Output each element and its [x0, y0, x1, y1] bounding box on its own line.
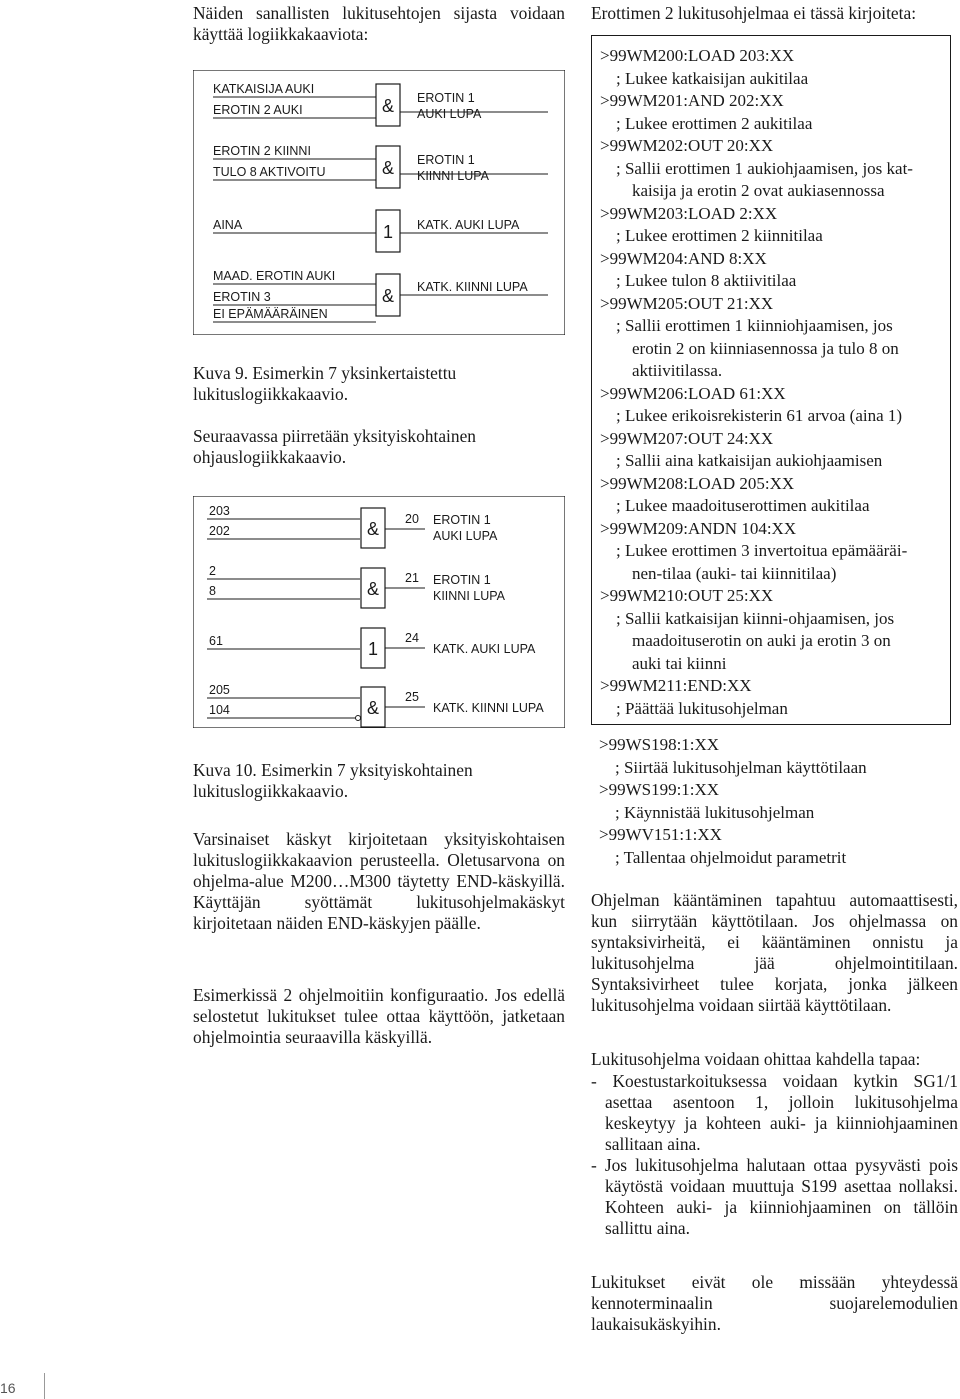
code-command: >99WM203:LOAD 2:XX	[600, 203, 778, 223]
code-command: >99WM210:OUT 25:XX	[600, 586, 774, 605]
code-comment: aktiivitilassa.	[632, 361, 723, 380]
d1-gate-2: &	[381, 158, 395, 178]
code-comment: auki tai kiinni	[632, 653, 727, 673]
code-command: >99WS199:1:XX	[599, 780, 720, 799]
code-command: >99WS198:1:XX	[599, 735, 720, 754]
kaantaminen-paragraph: Ohjelman kääntäminen tapahtuu automaattisesti, kun siirrytään käyttötilaan. Jos ohjelmassa on syntaksivirheitä, ei kääntäminen onnistu ja lukitusohjelma jää ohjelmointitilaan. Syntaksivirheet tulee korjata, jonka jälkeen lukitusohjelma voidaan siirtää käyttötilaan.	[591, 890, 958, 1015]
d2-input-205: 205	[209, 683, 230, 697]
d2-gate-1: &	[366, 519, 380, 539]
d1-output-4: KATK. KIINNI LUPA	[417, 280, 528, 294]
code-command: >99WM206:LOAD 61:XX	[600, 383, 786, 403]
code-comment: ; Sallii katkaisijan kiinni-ohjaamisen, jos	[616, 608, 895, 628]
program-code-block	[591, 35, 951, 725]
code-comment: ; Lukee erikoisrekisterin 61 arvoa (aina 1)	[616, 406, 903, 425]
d2-gate-2: &	[366, 579, 380, 599]
d1-gate-3: 1	[382, 222, 394, 242]
ohittaa-paragraph: Lukitusohjelma voidaan ohittaa kahdella tapaa:	[591, 1049, 921, 1069]
d1-output-3: KATK. AUKI LUPA	[417, 218, 520, 232]
d2-output-1b: AUKI LUPA	[433, 529, 498, 543]
code-comment: ; Lukee erottimen 2 aukitilaa	[616, 113, 813, 133]
d1-input-8: EI EPÄMÄÄRÄINEN	[213, 307, 328, 321]
intro-paragraph: Näiden sanallisten lukitusehtojen sijasta voidaan käyttää logiikkakaaviota:	[193, 3, 565, 44]
code-command: >99WM202:OUT 20:XX	[600, 136, 774, 155]
code-command: >99WM205:OUT 21:XX	[600, 293, 774, 313]
d2-number-25: 25	[405, 690, 419, 704]
d2-gate-3: 1	[367, 639, 379, 659]
d2-output-3: KATK. AUKI LUPA	[433, 642, 536, 656]
code-command: >99WM207:OUT 24:XX	[600, 428, 774, 448]
code-command: >99WV151:1:XX	[599, 825, 722, 844]
d2-number-21: 21	[405, 571, 419, 585]
code-comment: nen-tilaa (auki- tai kiinnitilaa)	[632, 563, 837, 583]
page-number: 16	[0, 1380, 16, 1396]
code-comment: ; Sallii erottimen 1 aukiohjaamisen, jos kat-	[616, 158, 913, 178]
code-command: >99WM201:AND 202:XX	[600, 91, 784, 110]
d2-input-61: 61	[209, 634, 223, 648]
d2-gate-4: &	[366, 698, 380, 718]
code-comment: ; Lukee erottimen 2 kiinnitilaa	[616, 226, 823, 245]
code-command: >99WM211:END:XX	[600, 676, 752, 695]
d1-input-7: EROTIN 3	[213, 290, 271, 304]
d1-output-2a: EROTIN 1	[417, 153, 475, 167]
right-heading: Erottimen 2 lukitusohjelmaa ei tässä kirjoiteta:	[591, 3, 917, 23]
bypass-item-2: - Jos lukitusohjelma halutaan ottaa pysyvästi pois käytöstä voidaan muuttuja S199 asettaa nollaksi. Kohteen auki- ja kiinniohjaaminen on tällöin sallittu aina.	[591, 1155, 958, 1238]
d1-output-1a: EROTIN 1	[417, 91, 475, 105]
code-comment: maadoituserotin on auki ja erotin 3 on	[632, 631, 891, 650]
d1-gate-4: &	[381, 286, 395, 306]
code-comment: ; Siirtää lukitusohjelman käyttötilaan	[615, 757, 867, 777]
bypass-list	[591, 1071, 958, 1239]
simplified-logic-diagram	[193, 70, 565, 335]
d2-inverter-circle	[356, 716, 361, 721]
code-comment: erotin 2 on kiinniasennossa ja tulo 8 on	[632, 338, 899, 358]
code-command: >99WM200:LOAD 203:XX	[600, 46, 795, 65]
d1-output-2b: KIINNI LUPA	[417, 169, 490, 183]
figure-10-caption: Kuva 10. Esimerkin 7 yksityiskohtainen lukituslogiikkakaavio.	[193, 760, 473, 801]
d1-input-3: EROTIN 2 KIINNI	[213, 144, 311, 158]
seuraavassa-paragraph: Seuraavassa piirretään yksityiskohtainen ohjauslogiikkakaavio.	[193, 426, 476, 467]
code-comment: kaisija ja erotin 2 ovat aukiasennossa	[632, 181, 885, 200]
code-comment: ; Päättää lukitusohjelman	[616, 698, 788, 718]
d2-input-2: 2	[209, 564, 216, 578]
code-comment: ; Lukee erottimen 3 invertoitua epämääräi-	[616, 541, 908, 560]
code-comment: ; Sallii erottimen 1 kiinniohjaamisen, jos	[616, 316, 893, 335]
figure-9-caption: Kuva 9. Esimerkin 7 yksinkertaistettu lukituslogiikkakaavio.	[193, 363, 457, 404]
bypass-item-1: - Koestustarkoituksessa voidaan kytkin SG1/1 asettaa asentoon 1, jolloin lukitusohjelma keskeytyy ja kohteen auki- ja kiinniohjaaminen sallitaan aina.	[591, 1071, 958, 1154]
code-command: >99WM204:AND 8:XX	[600, 248, 767, 268]
d2-input-203: 203	[209, 504, 230, 518]
activation-code-block	[591, 734, 951, 869]
d2-input-202: 202	[209, 524, 230, 538]
d2-output-4: KATK. KIINNI LUPA	[433, 701, 544, 715]
d1-input-2: EROTIN 2 AUKI	[213, 103, 303, 117]
code-comment: ; Tallentaa ohjelmoidut parametrit	[615, 847, 847, 867]
d2-input-104: 104	[209, 703, 230, 717]
code-comment: ; Lukee tulon 8 aktiivitilaa	[616, 271, 797, 290]
code-comment: ; Lukee katkaisijan aukitilaa	[616, 68, 809, 88]
d2-input-8: 8	[209, 584, 216, 598]
d1-input-1: KATKAISIJA AUKI	[213, 82, 315, 96]
code-command: >99WM208:LOAD 205:XX	[600, 473, 795, 493]
d1-input-4: TULO 8 AKTIVOITU	[213, 165, 326, 179]
d1-gate-1: &	[381, 96, 395, 116]
d1-input-5: AINA	[213, 218, 243, 232]
page-divider	[44, 1373, 45, 1399]
lukitukset-paragraph: Lukitukset eivät ole missään yhteydessä kennoterminaalin suojarelemodulien laukaisukäskyihin.	[591, 1272, 958, 1334]
d2-number-20: 20	[405, 512, 419, 526]
d1-output-1b: AUKI LUPA	[417, 107, 482, 121]
d2-number-24: 24	[405, 631, 419, 645]
d1-input-6: MAAD. EROTIN AUKI	[213, 269, 336, 283]
d2-output-2b: KIINNI LUPA	[433, 589, 506, 603]
code-comment: ; Käynnistää lukitusohjelman	[615, 802, 815, 822]
detailed-logic-diagram	[193, 496, 565, 728]
esimerkissa-paragraph: Esimerkissä 2 ohjelmoitiin konfiguraatio. Jos edellä selostetut lukitukset tulee ottaa käyttöön, jatketaan ohjelmointia seuraavilla käskyillä.	[193, 985, 565, 1047]
code-comment: ; Sallii aina katkaisijan aukiohjaamisen	[616, 451, 883, 470]
d2-output-2a: EROTIN 1	[433, 573, 491, 587]
d2-output-1a: EROTIN 1	[433, 513, 491, 527]
varsinaiset-paragraph: Varsinaiset käskyt kirjoitetaan yksityiskohtaisen lukituslogiikkakaavion perusteella. Oletusarvona on ohjelma-alue M200…M300 täytetty END-käskyillä. Käyttäjän syöttämät lukitusohjelmakäskyt kirjoitetaan näiden END-käskyjen päälle.	[193, 829, 565, 933]
code-comment: ; Lukee maadoituserottimen aukitilaa	[616, 496, 870, 515]
code-command: >99WM209:ANDN 104:XX	[600, 518, 797, 538]
